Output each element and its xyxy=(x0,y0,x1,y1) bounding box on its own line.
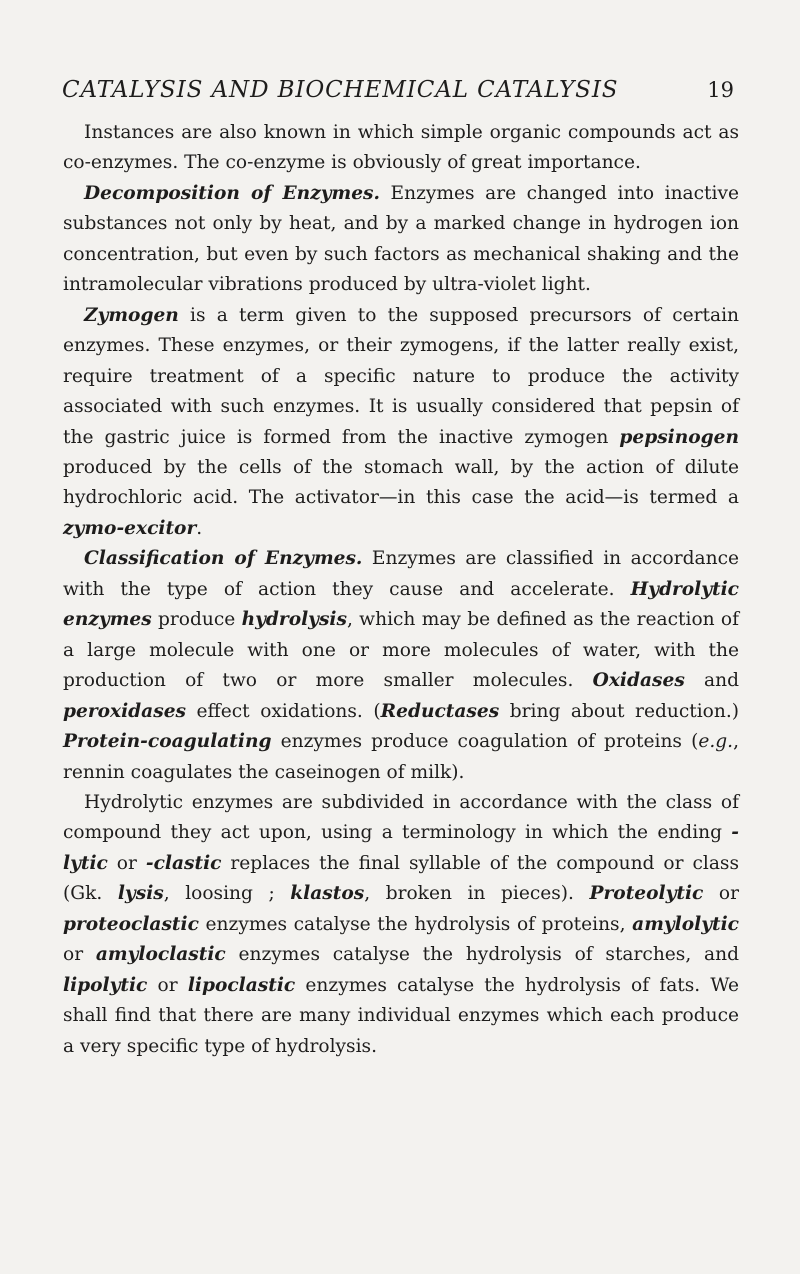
paragraph-zymogen xyxy=(63,301,739,545)
text-run: or xyxy=(703,883,740,905)
term-hydrolytic-enzymes: Hydrolytic enzymes xyxy=(63,578,739,631)
text-run: bring about reduction.) xyxy=(499,700,739,722)
term-zymo-excitor: zymo-excitor xyxy=(63,517,197,539)
term-lipoclastic: lipoclastic xyxy=(187,974,296,996)
text-run: enzymes catalyse the hydrolysis of fats. We shall find that there are many individual enzymes which each produce a very specific type of hydrolysis. xyxy=(63,974,739,1057)
term-hydrolysis: hydrolysis xyxy=(241,609,347,631)
term-protein-coagulating: Protein-coagulating xyxy=(63,731,272,753)
text-run: . xyxy=(196,517,203,539)
term-proteoclastic: proteoclastic xyxy=(63,913,199,935)
running-head xyxy=(62,72,734,108)
text-run: Enzymes are changed into inactive substances not only by heat, and by a marked change in hydrogen ion concentration, but even by such factors as mechanical shaking and the intramolecular vibrations produced by ultra-violet light. xyxy=(63,182,739,296)
term-klastos: klastos xyxy=(290,883,365,905)
section-heading-decomposition: Decomposition of Enzymes. xyxy=(84,182,380,204)
page-number: 19 xyxy=(707,78,734,102)
text-run: Instances are also known in which simple organic compounds act as co-enzymes. The co-enzyme is obviously of great importance. xyxy=(63,122,739,174)
term-amylolytic: amylolytic xyxy=(632,913,739,935)
text-run: or xyxy=(63,944,96,966)
term-clastic: -clastic xyxy=(145,852,222,874)
paragraph-classification xyxy=(63,544,739,788)
term-proteolytic: Proteolytic xyxy=(589,883,704,905)
term-lytic: -lytic xyxy=(63,822,739,874)
term-pepsinogen: pepsinogen xyxy=(619,426,739,448)
text-run: effect oxidations. ( xyxy=(186,700,381,722)
term-eg: e.g. xyxy=(698,731,734,753)
running-head-title: CATALYSIS AND BIOCHEMICAL CATALYSIS xyxy=(62,77,619,103)
text-run: Enzymes are classified in accordance with the type of action they cause and accelerate. xyxy=(63,548,740,600)
text-run: is a term given to the supposed precursors of certain enzymes. These enzymes, or their zymogens, if the latter really exist, require treatment of a specific nature to produce the activity associated with such enzymes. It is usually considered that pepsin of the gastric juice is formed from the inactive zymogen xyxy=(63,304,739,448)
text-run: produce xyxy=(151,609,242,631)
text-run: or xyxy=(147,974,188,996)
text-run: enzymes catalyse the hydrolysis of starches, and xyxy=(225,944,740,966)
text-run: enzymes catalyse the hydrolysis of proteins, xyxy=(198,913,633,935)
section-heading-classification: Classification of Enzymes. xyxy=(84,548,363,570)
text-run: , loosing ; xyxy=(163,883,291,905)
body-text xyxy=(63,118,739,1062)
text-run: , rennin coagulates the caseinogen of milk). xyxy=(63,731,739,783)
text-run: or xyxy=(107,852,146,874)
text-run: , broken in pieces). xyxy=(364,883,590,905)
paragraph-hydrolytic-subdivision xyxy=(63,788,739,1062)
text-run: and xyxy=(684,670,740,692)
paragraph-co-enzymes xyxy=(63,118,739,179)
term-peroxidases: peroxidases xyxy=(63,700,186,722)
term-zymogen: Zymogen xyxy=(84,304,179,326)
term-lysis: lysis xyxy=(117,883,164,905)
term-amyloclastic: amyloclastic xyxy=(95,944,226,966)
term-oxidases: Oxidases xyxy=(592,670,685,692)
text-run: produced by the cells of the stomach wall, by the action of dilute hydrochloric acid. The activator—in this case the acid—is termed a xyxy=(63,456,739,509)
text-run: replaces the final syllable of the compound or class (Gk. xyxy=(63,852,739,905)
text-run: Hydrolytic enzymes are subdivided in accordance with the class of compound they act upon, using a terminology in which the ending xyxy=(63,791,739,844)
term-lipolytic: lipolytic xyxy=(63,974,148,996)
paragraph-decomposition xyxy=(63,179,739,301)
text-run: , which may be defined as the reaction of a large molecule with one or more molecules of water, with the production of two or more smaller molecules. xyxy=(63,609,739,692)
term-reductases: Reductases xyxy=(380,700,500,722)
text-run: enzymes produce coagulation of proteins ( xyxy=(271,731,699,753)
